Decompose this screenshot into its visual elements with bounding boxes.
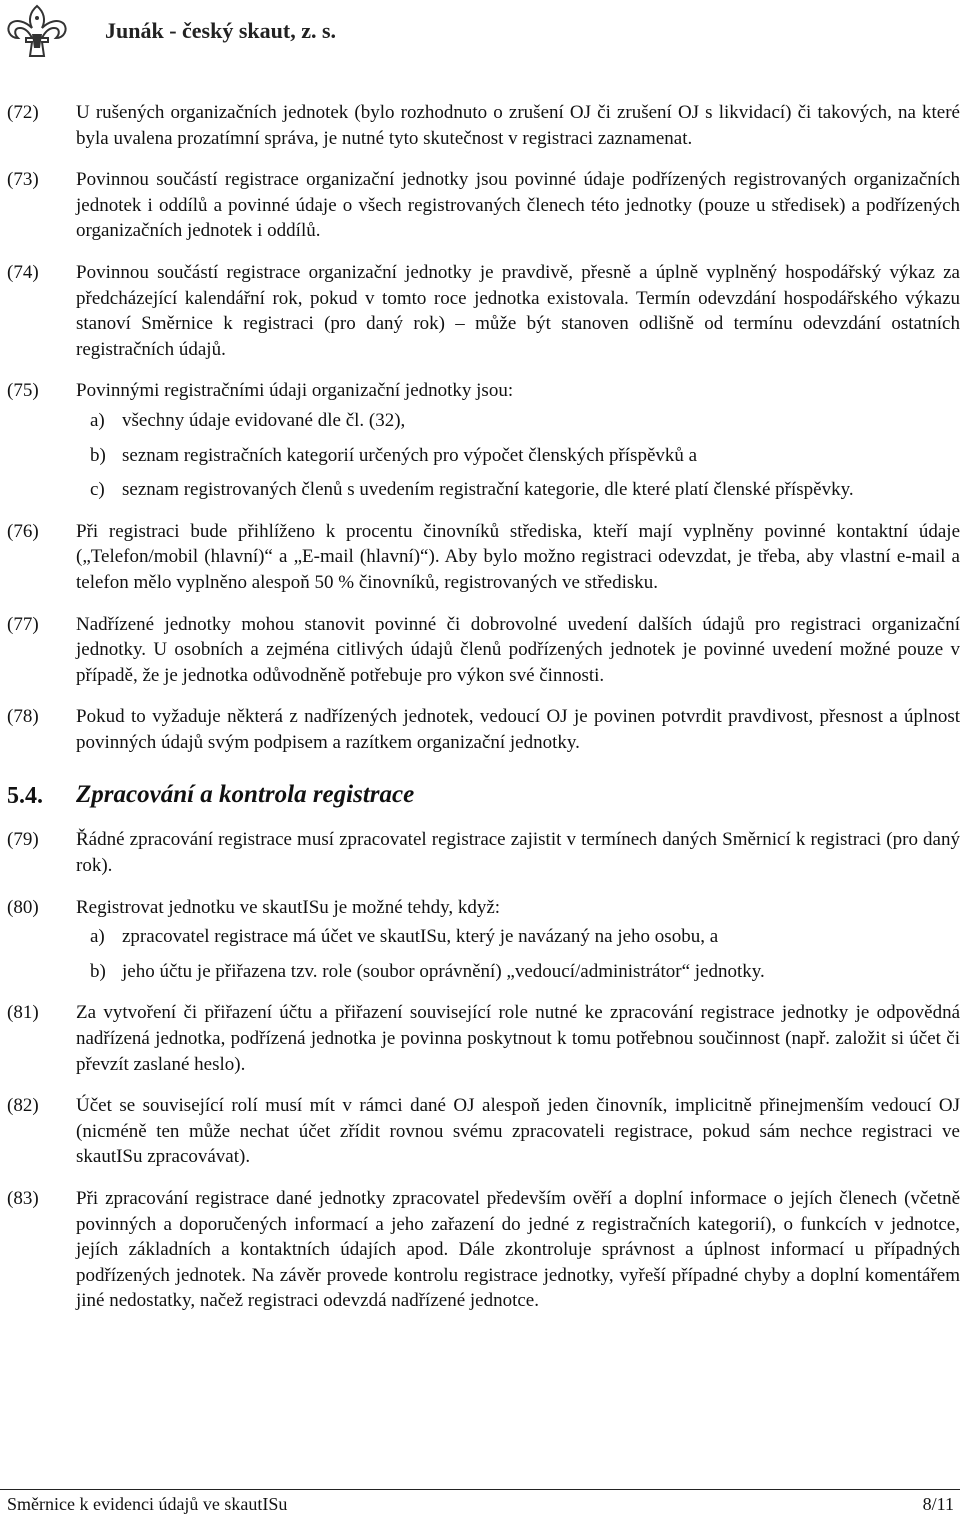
paragraph-number: (81) bbox=[7, 1002, 39, 1024]
paragraph-number: (82) bbox=[7, 1095, 39, 1117]
list-item bbox=[76, 408, 960, 434]
paragraph-number: (79) bbox=[7, 829, 39, 851]
page-header bbox=[0, 0, 960, 64]
paragraph-number: (83) bbox=[7, 1188, 39, 1209]
footer-page-number: 8/11 bbox=[922, 1494, 954, 1514]
footer-document-title: Směrnice k evidenci údajů ve skautISu bbox=[7, 1494, 288, 1514]
paragraph-80 bbox=[0, 895, 960, 985]
list-item-text: seznam registračních kategorií určených pro výpočet členských příspěvků a bbox=[122, 444, 698, 466]
paragraph-number: (74) bbox=[7, 261, 39, 283]
paragraph-text: Pokud to vyžaduje některá z nadřízených jednotek, vedoucí OJ je povinen potvrdit pravdivost, přesnost a úplnost povinných údajů svým podpisem a razítkem organizační jednotky. bbox=[76, 706, 960, 753]
list-item bbox=[76, 443, 960, 469]
paragraph bbox=[0, 1093, 960, 1170]
paragraph-group-c bbox=[0, 1000, 960, 1314]
paragraph-text: Registrovat jednotku ve skautISu je možné tehdy, když: bbox=[76, 896, 501, 918]
paragraph-text: Účet se související rolí musí mít v rámci dané OJ alespoň jeden činovník, implicitně přinejmenším vedoucí OJ (nicméně ten může nechat účet zřídit rovnou svému zpracovateli registrace, pokud sám nechce registraci ve skautISu zpracovávat). bbox=[76, 1095, 960, 1168]
paragraph-text: Povinnými registračními údaji organizační jednotky jsou: bbox=[76, 380, 514, 402]
list-item-text: zpracovatel registrace má účet ve skautISu, který je navázaný na jeho osobu, a bbox=[122, 926, 719, 948]
paragraph-text: Povinnou součástí registrace organizační jednotky je pravdivě, přesně a úplně vyplněný hospodářský výkaz za předcházející kalendářní rok, pokud v tomto roce jednotka existovala. Termín odevzdání hospodářského výkazu stanoví Směrnice k registraci (pro daný rok) – může být stanoven odlišně od termínu odevzdání ostatních registračních údajů. bbox=[76, 261, 960, 360]
list-item-text: jeho účtu je přiřazena tzv. role (soubor oprávnění) „vedoucí/administrátor“ jednotky. bbox=[122, 960, 765, 982]
section-number: 5.4. bbox=[7, 783, 43, 810]
list-item-text: všechny údaje evidované dle čl. (32), bbox=[122, 409, 406, 431]
paragraph-text: Povinnou součástí registrace organizační jednotky jsou povinné údaje podřízených registrovaných organizačních jednotek i oddílů a povinné údaje o všech registrovaných členech této jednotky (pouze u středisek) a podřízených organizačních jednotek i oddílů. bbox=[76, 169, 960, 242]
paragraph-number: (77) bbox=[7, 613, 39, 635]
paragraph-number: (75) bbox=[7, 380, 39, 402]
paragraph bbox=[0, 260, 960, 362]
section-title: Zpracování a kontrola registrace bbox=[76, 781, 415, 809]
paragraph-text: Při registraci bude přihlíženo k procentu činovníků střediska, kteří mají vyplněny povinné kontaktní údaje („Telefon/mobil (hlavní)“ a „E-mail (hlavní)“). Aby bylo možno registraci odevzdat, je třeba, aby vlastní e-mail a telefon mělo vyplněno alespoň 50 % činovníků, registrovaných ve středisku. bbox=[76, 520, 960, 593]
paragraph bbox=[0, 1000, 960, 1077]
paragraph bbox=[0, 704, 960, 755]
list-item bbox=[76, 959, 960, 985]
list-letter: c) bbox=[90, 479, 105, 501]
scout-lily-logo-icon bbox=[2, 4, 72, 60]
paragraph bbox=[0, 100, 960, 151]
paragraph-group-a bbox=[0, 100, 960, 362]
sub-list bbox=[76, 924, 960, 984]
paragraph-number: (73) bbox=[7, 169, 39, 191]
document-body bbox=[0, 100, 960, 1330]
paragraph-75 bbox=[0, 378, 960, 502]
paragraph-text: Řádné zpracování registrace musí zpracovatel registrace zajistit v termínech daných Směrnicí k registraci (pro daný rok). bbox=[76, 829, 960, 877]
list-item bbox=[76, 477, 960, 503]
section-heading bbox=[0, 771, 960, 827]
paragraph-number: (80) bbox=[7, 896, 39, 918]
list-item bbox=[76, 924, 960, 950]
paragraph-text: Při zpracování registrace dané jednotky zpracovatel především ověří a doplní informace o jejích členech (včetně povinných a doporučených informací a jeho zařazení do jedné z registračních kategorií), o funkcích v jednotce, jejích základních a kontaktních údajích apod. Dále zkontroluje správnost a úplnost informací u případných podřízených jednotek. Na závěr provede kontrolu registrace jednotky, vyřeší případné chyby a doplní komentářem jiné nedostatky, načež registraci odevzdá nadřízené jednotce. bbox=[76, 1188, 960, 1312]
list-letter: b) bbox=[90, 444, 106, 466]
paragraph-text: Nadřízené jednotky mohou stanovit povinné či dobrovolné uvedení dalších údajů pro registraci organizační jednotky. U osobních a zejména citlivých údajů členů podřízených jednotek je povinné uvedení možné pouze v případě, že je jednotka odůvodněně potřebuje pro výkon své činnosti. bbox=[76, 613, 960, 686]
paragraph-79 bbox=[0, 827, 960, 878]
list-letter: a) bbox=[90, 926, 105, 948]
paragraph-text: U rušených organizačních jednotek (bylo rozhodnuto o zrušení OJ či zrušení OJ s likvidací) či takových, na které byla uvalena prozatímní správa, je nutné tyto skutečnost v registraci zaznamenat. bbox=[76, 102, 960, 149]
footer-divider bbox=[0, 1489, 960, 1490]
paragraph-text: Za vytvoření či přiřazení účtu a přiřazení související role nutné ke zpracování registrace jednotky je odpovědná nadřízená jednotka, podřízená jednotka je povinna poskytnout k tomu potřebnou součinnost (např. založit si účet či převzít zaslané heslo). bbox=[76, 1002, 960, 1075]
list-letter: a) bbox=[90, 409, 105, 431]
paragraph bbox=[0, 612, 960, 689]
paragraph-number: (76) bbox=[7, 520, 39, 542]
paragraph-group-b bbox=[0, 519, 960, 756]
list-item-text: seznam registrovaných členů s uvedením registrační kategorie, dle které platí členské příspěvky. bbox=[122, 479, 854, 501]
organization-name: Junák - český skaut, z. s. bbox=[105, 18, 337, 43]
paragraph bbox=[0, 519, 960, 596]
sub-list bbox=[76, 408, 960, 503]
paragraph-number: (78) bbox=[7, 706, 39, 728]
list-letter: b) bbox=[90, 960, 106, 982]
paragraph bbox=[0, 167, 960, 244]
paragraph-number: (72) bbox=[7, 102, 39, 123]
paragraph bbox=[0, 1186, 960, 1314]
